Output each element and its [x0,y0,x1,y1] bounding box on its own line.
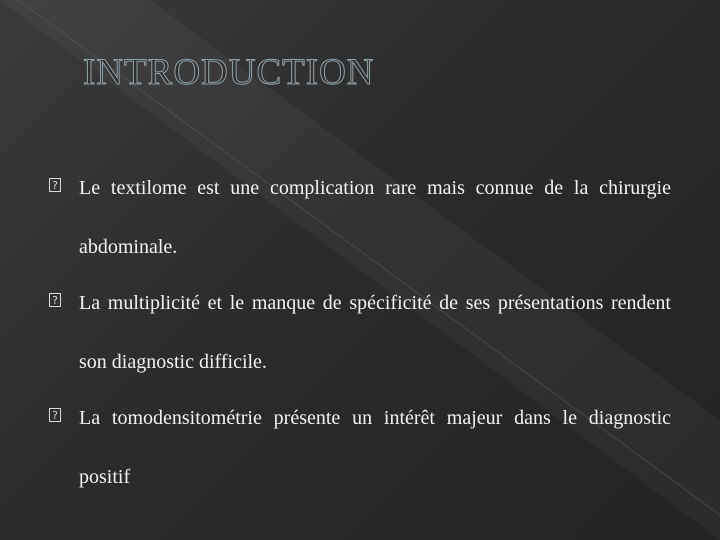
bullet-text-2: La multiplicité et le manque de spécificité de ses présentations rendent son diagnostic difficile. [79,292,671,373]
bullet-marker-icon: ? [49,178,61,192]
bullet-item-1 [49,159,671,277]
bullet-item-2 [49,274,671,392]
bullet-item-3 [49,389,671,507]
bullet-text-1: Le textilome est une complication rare mais connue de la chirurgie abdominale. [79,177,671,258]
bullet-text-3: La tomodensitométrie présente un intérêt majeur dans le diagnostic positif [79,407,671,488]
bullet-marker-icon: ? [49,408,61,422]
slide-title: INTRODUCTION [83,52,375,93]
bullet-marker-icon: ? [49,293,61,307]
